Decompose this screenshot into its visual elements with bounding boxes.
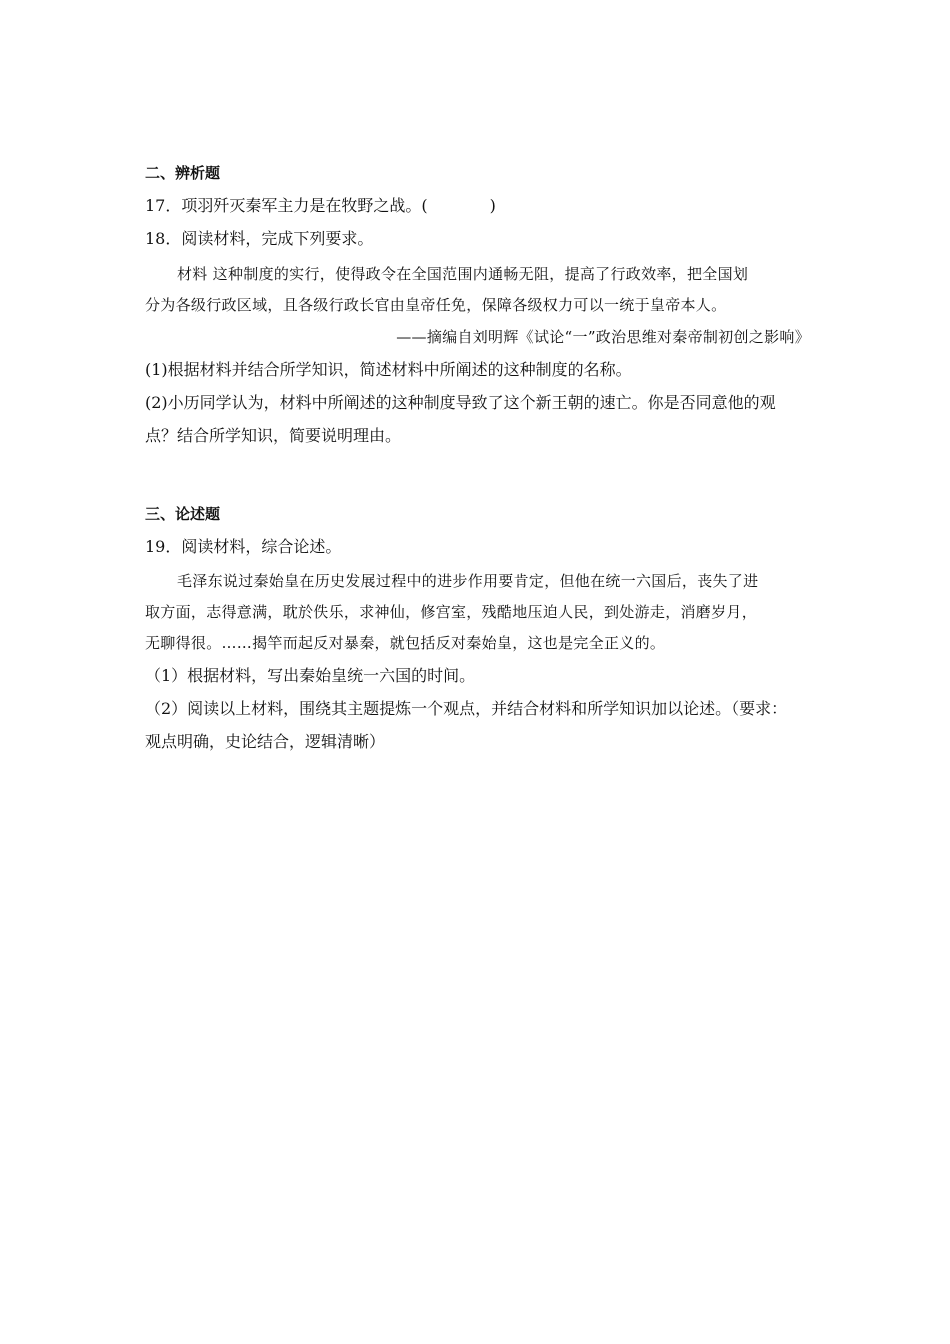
question-19-material-line: 取方面，志得意满，耽於佚乐，求神仙，修宫室，残酷地压迫人民，到处游走，消磨岁月， <box>145 603 758 621</box>
section-heading-essay: 三、论述题 <box>145 505 221 523</box>
question-19-sub2-line: （2）阅读以上材料，围绕其主题提炼一个观点，并结合材料和所学知识加以论述。（要求： <box>145 699 788 718</box>
question-19-material-line: 无聊得很。……揭竿而起反对暴秦，就包括反对秦始皇，这也是完全正义的。 <box>145 634 666 652</box>
question-19-material-line: 毛泽东说过秦始皇在历史发展过程中的进步作用要肯定，但他在统一六国后，丧失了进 <box>177 572 759 590</box>
question-19-stem: 19．阅读材料，综合论述。 <box>145 537 342 556</box>
question-18-source: ——摘编自刘明辉《试论“一”政治思维对秦帝制初创之影响》 <box>396 328 810 346</box>
question-18-sub2-line: (2)小历同学认为，材料中所阐述的这种制度导致了这个新王朝的速亡。你是否同意他的观 <box>145 393 776 412</box>
question-18-material-line: 材料 这种制度的实行，使得政令在全国范围内通畅无阻，提高了行政效率，把全国划 <box>177 265 749 283</box>
question-18-sub2-line: 点？结合所学知识，简要说明理由。 <box>145 426 402 445</box>
question-19-sub2-line: 观点明确，史论结合，逻辑清晰） <box>145 732 386 751</box>
section-heading-analysis: 二、辨析题 <box>145 164 221 182</box>
question-17 <box>145 195 810 217</box>
question-18-stem: 18．阅读材料，完成下列要求。 <box>145 229 374 248</box>
question-17-close: ) <box>489 196 496 215</box>
question-18-material-line: 分为各级行政区域，且各级行政长官由皇帝任免，保障各级权力可以一统于皇帝本人。 <box>145 296 727 314</box>
question-19-sub1: （1）根据材料，写出秦始皇统一六国的时间。 <box>145 666 476 685</box>
question-17-text: 17．项羽歼灭秦军主力是在牧野之战。( <box>145 196 428 215</box>
question-18-sub1: (1)根据材料并结合所学知识，简述材料中所阐述的这种制度的名称。 <box>145 360 632 379</box>
